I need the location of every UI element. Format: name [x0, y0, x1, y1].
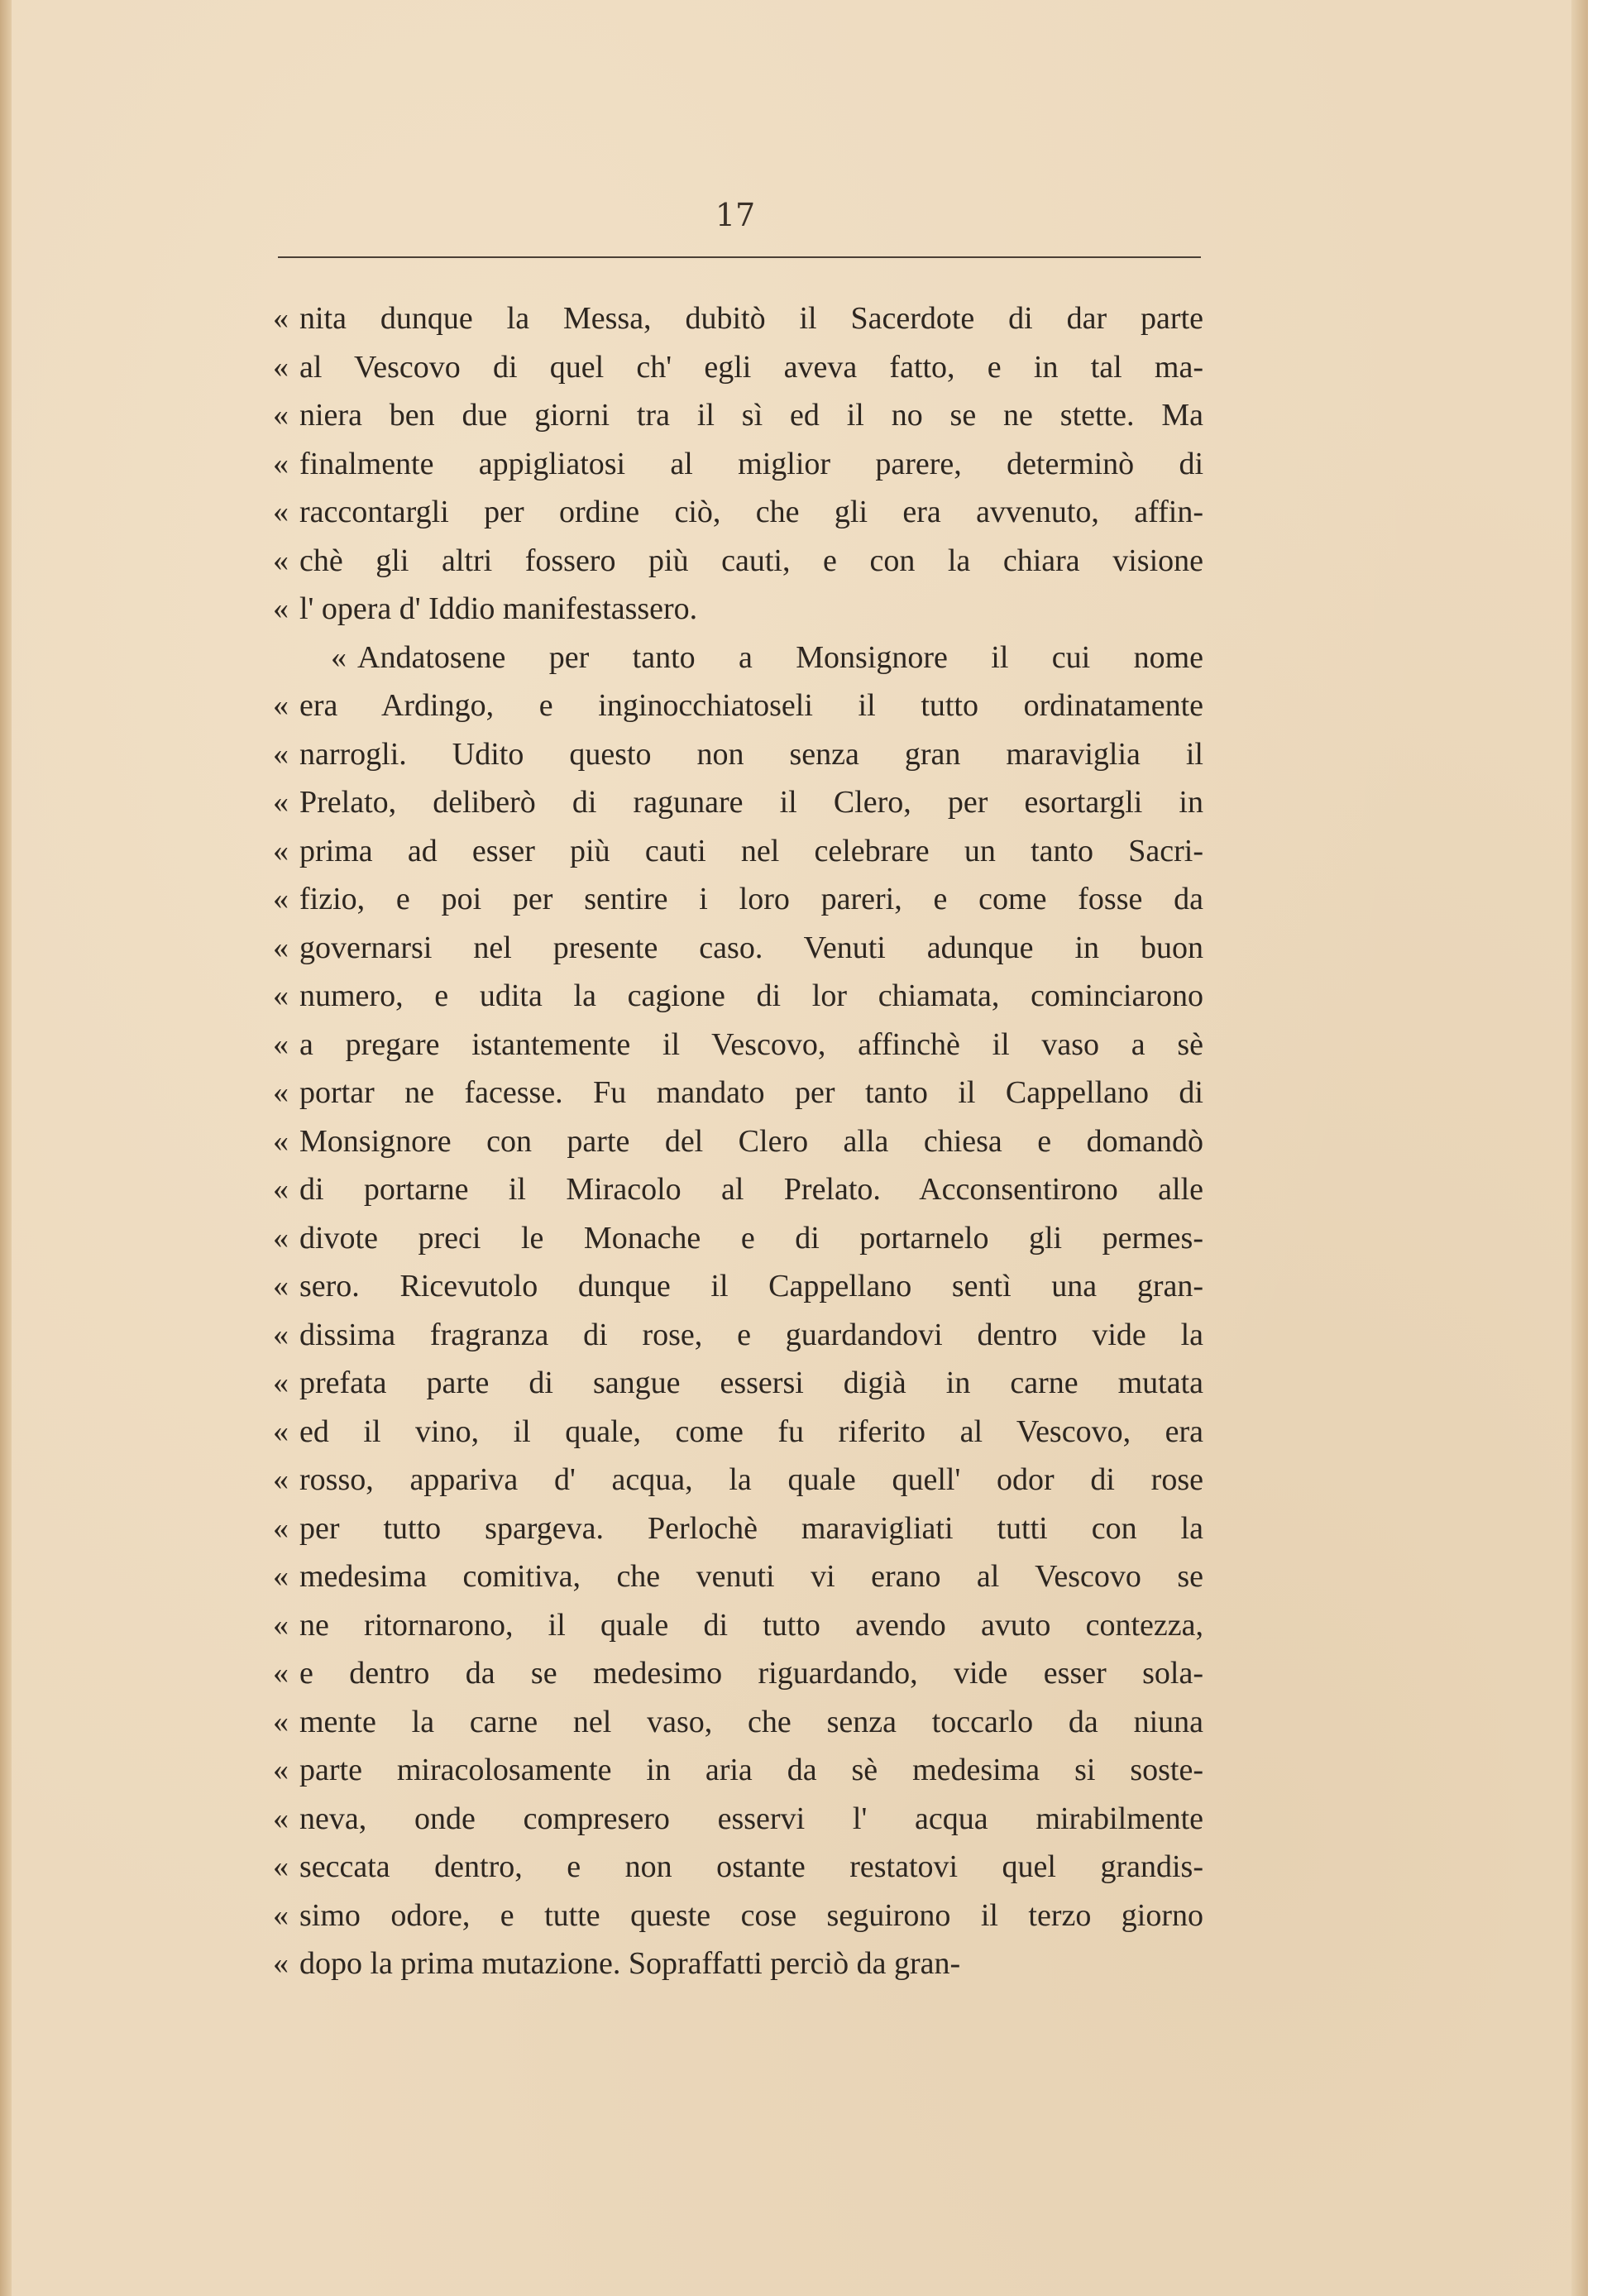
text-line — [273, 1795, 1203, 1844]
text-line — [273, 1311, 1203, 1360]
line-text: finalmente appigliatosi al miglior parere, determinò di — [299, 446, 1203, 481]
line-text: al Vescovo di quel ch' egli aveva fatto, e in tal ma- — [299, 349, 1203, 385]
quote-mark: « — [273, 1317, 289, 1352]
text-line — [273, 875, 1203, 924]
line-text: neva, onde compresero esservi l' acqua mirabilmente — [299, 1801, 1203, 1836]
text-line — [273, 1940, 1203, 1988]
line-text: prima ad esser più cauti nel celebrare un tanto Sacri- — [299, 833, 1203, 868]
quote-mark: « — [273, 736, 289, 772]
line-text: seccata dentro, e non ostante restatovi quel grandis- — [299, 1849, 1203, 1884]
text-line — [273, 537, 1203, 586]
quote-mark: « — [273, 1559, 289, 1594]
line-text: nita dunque la Messa, dubitò il Sacerdote di dar parte — [299, 301, 1203, 336]
line-text: governarsi nel presente caso. Venuti adunque in buon — [299, 930, 1203, 965]
text-line — [273, 488, 1203, 537]
line-text: di portarne il Miracolo al Prelato. Acconsentirono alle — [299, 1172, 1203, 1207]
page-right-edge — [1571, 0, 1588, 2296]
text-line — [273, 1892, 1203, 1940]
quote-mark: « — [331, 639, 347, 675]
line-text: l' opera d' Iddio manifestassero. — [299, 591, 698, 626]
text-line — [273, 778, 1203, 827]
line-text: raccontargli per ordine ciò, che gli era avvenuto, affin- — [299, 495, 1203, 529]
line-text: rosso, appariva d' acqua, la quale quell' odor di rose — [299, 1462, 1203, 1497]
quote-mark: « — [273, 1753, 289, 1787]
page-left-edge — [0, 0, 12, 2296]
header-rule — [278, 256, 1201, 258]
text-line — [273, 1069, 1203, 1117]
quote-mark: « — [273, 1075, 289, 1110]
line-text: chè gli altri fossero più cauti, e con la chiara visione — [299, 543, 1203, 578]
quote-mark: « — [273, 1462, 289, 1497]
text-line — [273, 343, 1203, 392]
line-text: e dentro da se medesimo riguardando, vide esser sola- — [299, 1656, 1203, 1691]
line-text: niera ben due giorni tra il sì ed il no se ne stette. Ma — [299, 398, 1203, 433]
line-text: Monsignore con parte del Clero alla chiesa e domandò — [299, 1123, 1203, 1159]
text-line — [273, 585, 1203, 634]
text-line — [273, 1262, 1203, 1311]
quote-mark: « — [273, 591, 289, 626]
quote-mark: « — [273, 1704, 289, 1739]
text-line — [273, 1746, 1203, 1795]
line-text: Andatosene per tanto a Monsignore il cui nome — [357, 639, 1203, 675]
line-text: ed il vino, il quale, come fu riferito al Vescovo, era — [299, 1413, 1203, 1449]
line-text: per tutto spargeva. Perlochè maravigliati tutti con la — [299, 1510, 1203, 1546]
quote-mark: « — [273, 978, 289, 1013]
line-text: dopo la prima mutazione. Sopraffatti perciò da gran- — [299, 1946, 961, 1981]
line-text: ne ritornarono, il quale di tutto avendo avuto contezza, — [299, 1607, 1203, 1643]
text-line — [273, 1456, 1203, 1504]
quote-mark: « — [273, 1123, 289, 1159]
line-text: mente la carne nel vaso, che senza toccarlo da niuna — [299, 1704, 1203, 1739]
quote-mark: « — [273, 543, 289, 578]
text-line — [273, 391, 1203, 440]
quote-mark: « — [273, 398, 289, 433]
line-text: narrogli. Udito questo non senza gran maraviglia il — [299, 736, 1203, 772]
quote-mark: « — [273, 882, 289, 916]
text-line — [273, 1649, 1203, 1698]
line-text: medesima comitiva, che venuti vi erano al Vescovo se — [299, 1559, 1203, 1594]
quote-mark: « — [273, 1946, 289, 1981]
line-text: simo odore, e tutte queste cose seguirono il terzo giorno — [299, 1897, 1203, 1933]
quote-mark: « — [273, 785, 289, 820]
quote-mark: « — [273, 1026, 289, 1062]
line-text: parte miracolosamente in aria da sè medesima si soste- — [299, 1753, 1203, 1787]
text-line — [273, 1165, 1203, 1214]
quote-mark: « — [273, 1413, 289, 1449]
text-line — [273, 1552, 1203, 1601]
quote-mark: « — [273, 446, 289, 481]
text-line — [273, 1214, 1203, 1263]
line-text: divote preci le Monache e di portarnelo gli permes- — [299, 1220, 1203, 1256]
quote-mark: « — [273, 495, 289, 529]
quote-mark: « — [273, 1607, 289, 1643]
text-line — [273, 827, 1203, 876]
text-line — [273, 1601, 1203, 1650]
quote-mark: « — [273, 1269, 289, 1303]
quote-mark: « — [273, 1656, 289, 1691]
quote-mark: « — [273, 930, 289, 965]
line-text: prefata parte di sangue essersi digià in carne mutata — [299, 1366, 1203, 1400]
line-text: Prelato, deliberò di ragunare il Clero, per esortargli in — [299, 785, 1203, 820]
text-line-paragraph-start — [273, 634, 1203, 682]
text-line — [273, 1504, 1203, 1553]
line-text: dissima fragranza di rose, e guardandovi dentro vide la — [299, 1317, 1203, 1352]
text-line — [273, 1117, 1203, 1166]
line-text: portar ne facesse. Fu mandato per tanto il Cappellano di — [299, 1075, 1203, 1110]
quote-mark: « — [273, 1220, 289, 1256]
text-line — [273, 924, 1203, 973]
quote-mark: « — [273, 1801, 289, 1836]
text-line — [273, 1698, 1203, 1747]
text-line — [273, 294, 1203, 343]
line-text: numero, e udita la cagione di lor chiamata, cominciarono — [299, 978, 1203, 1013]
quote-mark: « — [273, 1849, 289, 1884]
line-text: fizio, e poi per sentire i loro pareri, e come fosse da — [299, 882, 1203, 916]
quote-mark: « — [273, 1366, 289, 1400]
line-text: era Ardingo, e inginocchiatoseli il tutto ordinatamente — [299, 688, 1203, 723]
text-line — [273, 1843, 1203, 1892]
quote-mark: « — [273, 833, 289, 868]
quote-mark: « — [273, 1510, 289, 1546]
body-text — [273, 294, 1203, 1988]
line-text: a pregare istantemente il Vescovo, affinchè il vaso a sè — [299, 1026, 1203, 1062]
text-line — [273, 1359, 1203, 1408]
text-line — [273, 440, 1203, 489]
text-line — [273, 682, 1203, 730]
text-line — [273, 730, 1203, 779]
quote-mark: « — [273, 301, 289, 336]
quote-mark: « — [273, 349, 289, 385]
text-line — [273, 972, 1203, 1021]
quote-mark: « — [273, 1172, 289, 1207]
line-text: sero. Ricevutolo dunque il Cappellano sentì una gran- — [299, 1269, 1203, 1303]
text-line — [273, 1021, 1203, 1069]
quote-mark: « — [273, 1897, 289, 1933]
page-number: 17 — [715, 197, 756, 233]
text-line — [273, 1408, 1203, 1457]
quote-mark: « — [273, 688, 289, 723]
